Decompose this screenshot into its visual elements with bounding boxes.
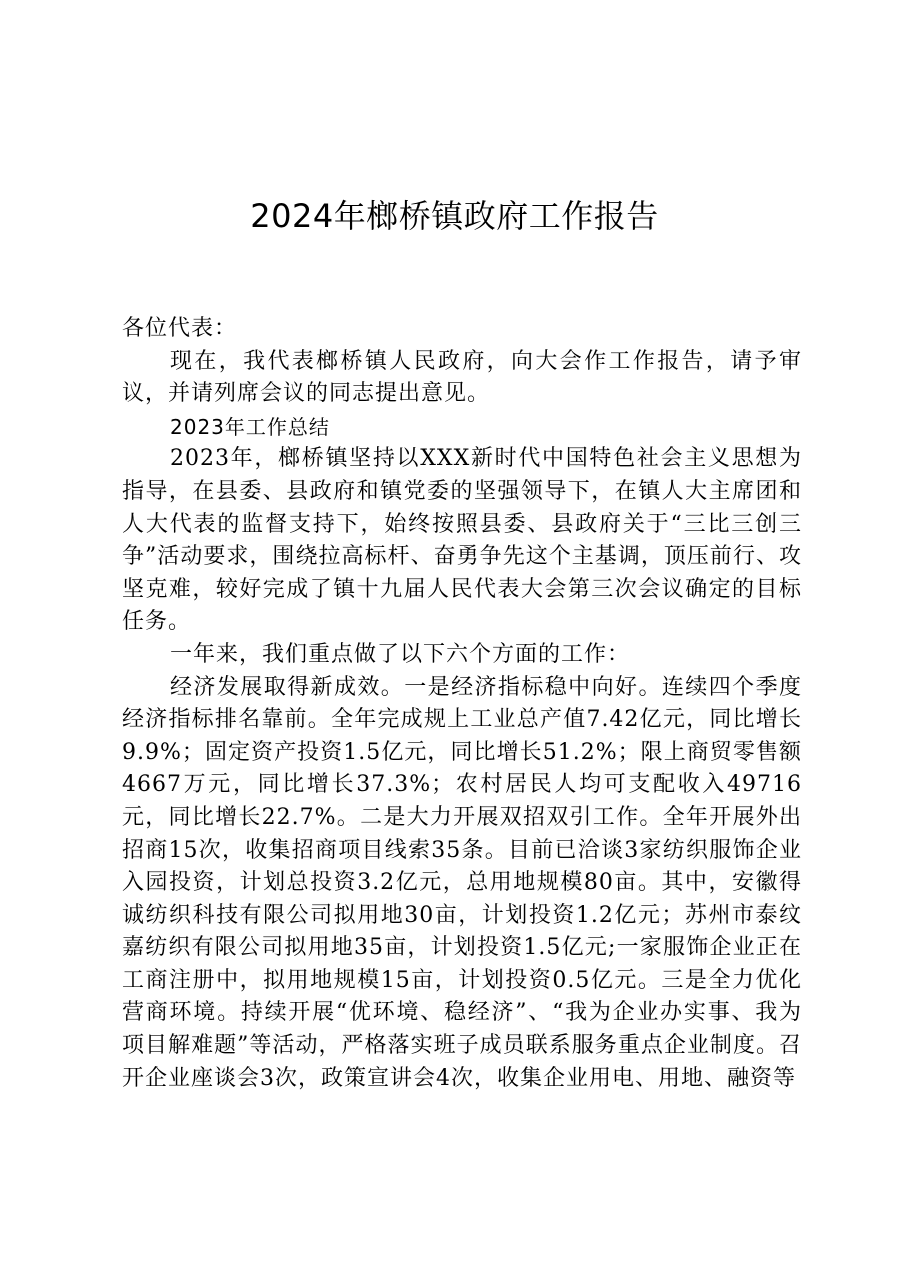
section-heading: 2023年工作总结 (170, 414, 330, 439)
intro-paragraph: 一年来，我们重点做了以下六个方面的工作： (170, 641, 631, 667)
opening-paragraph: 现在，我代表榔桥镇人民政府，向大会作工作报告，请予审议，并请列席会议的同志提出意见。 (122, 348, 802, 407)
salutation: 各位代表： (122, 316, 238, 341)
economy-paragraph: 经济发展取得新成效。一是经济指标稳中向好。连续四个季度经济指标排名靠前。全年完成规上工业总产值7.42亿元，同比增长9.9%；固定资产投资1.5亿元，同比增长51.2%；限上商贸零售额4667万元，同比增长37.3%；农村居民人均可支配收入49716元，同比增长22.7%。二是大力开展双招双引工作。全年开展外出招商15次，收集招商项目线索35条。目前已洽谈3家纺织服饰企业入园投资，计划总投资3.2亿元，总用地规模80亩。其中，安徽得诚纺织科技有限公司拟用地30亩，计划投资1.2亿元；苏州市泰纹嘉纺织有限公司拟用地35亩，计划投资1.5亿元;一家服饰企业正在工商注册中，拟用地规模15亩，计划投资0.5亿元。三是全力优化营商环境。持续开展“优环境、稳经济”、“我为企业办实事、我为项目解难题”等活动，严格落实班子成员联系服务重点企业制度。召开企业座谈会3次，政策宣讲会4次，收集企业用电、用地、融资等 (122, 674, 802, 1091)
document-title: 2024年榔桥镇政府工作报告 (250, 197, 659, 235)
summary-paragraph: 2023年，榔桥镇坚持以XXX新时代中国特色社会主义思想为指导，在县委、县政府和镇党委的坚强领导下，在镇人大主席团和人大代表的监督支持下，始终按照县委、县政府关于“三比三创三争”活动要求，围绕拉高标杆、奋勇争先这个主基调，顶压前行、攻坚克难，较好完成了镇十九届人民代表大会第三次会议确定的目标任务。 (122, 446, 802, 635)
document-body (122, 313, 802, 1095)
